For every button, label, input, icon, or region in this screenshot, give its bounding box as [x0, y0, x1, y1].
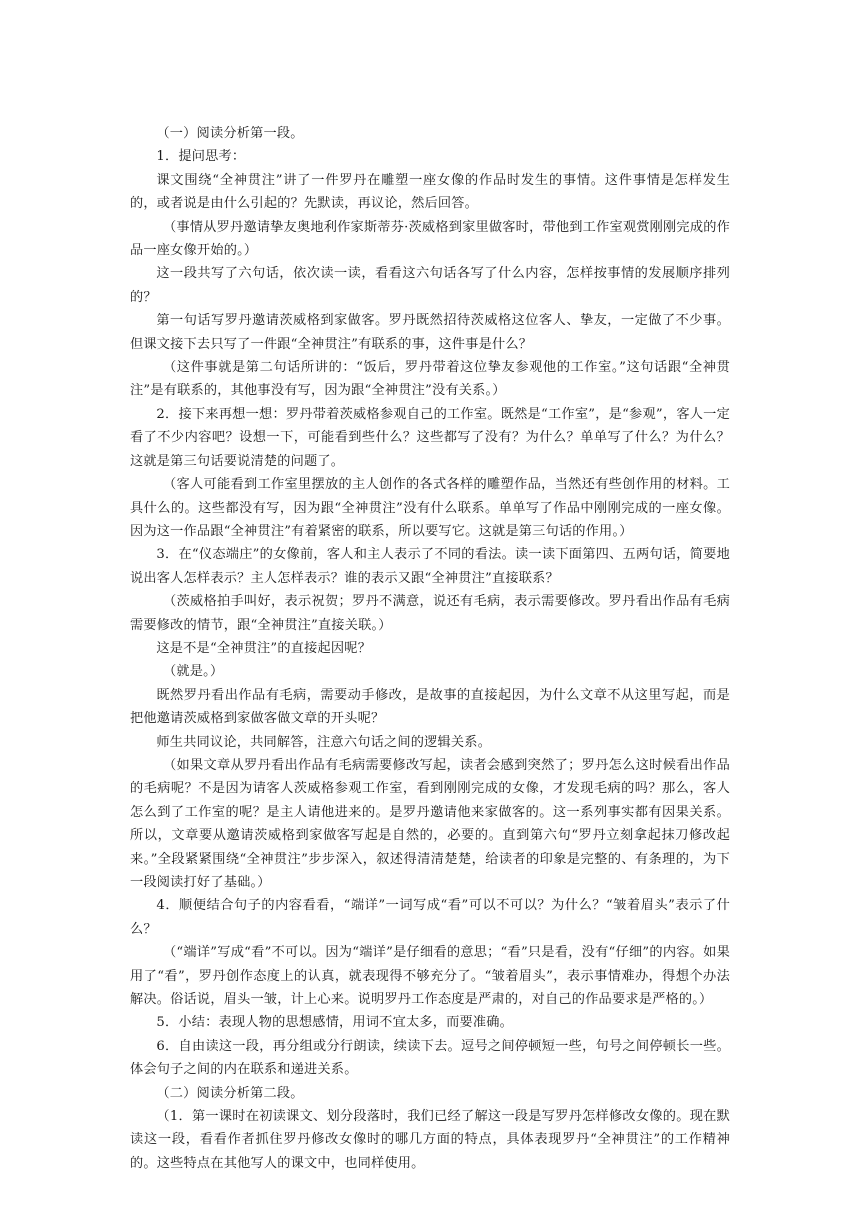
paragraph: 4．顺便结合句子的内容看看，“端详”一词写成“看”可以不可以？为什么？“皱着眉头”表示了什么？ — [130, 898, 730, 937]
paragraph: 3．在“仪态端庄”的女像前，客人和主人表示了不同的看法。读一读下面第四、五两句话，简要地说出客人怎样表示？主人怎样表示？谁的表示又跟“全神贯注”直接联系？ — [130, 547, 730, 586]
paragraph: 5．小结：表现人物的思想感情，用词不宜太多，而要准确。 — [156, 1015, 514, 1031]
section-heading: （二）阅读分析第二段。 — [156, 1085, 304, 1101]
paragraph: 课文围绕“全神贯注”讲了一件罗丹在雕塑一座女像的作品时发生的事情。这件事情是怎样发生的，或者说是由什么引起的？先默读，再议论，然后回答。 — [130, 172, 730, 212]
paragraph: 既然罗丹看出作品有毛病，需要动手修改，是故事的直接起因，为什么文章不从这里写起，而是把他邀请茨威格到家做客做文章的开头呢？ — [130, 687, 730, 727]
answer-paragraph: （事情从罗丹邀请挚友奥地利作家斯蒂芬·茨威格到家里做客时，带他到工作室观赏刚刚完成的作品一座女像开始的。） — [130, 219, 730, 259]
answer-paragraph: （这件事就是第二句话所讲的：“饭后，罗丹带着这位挚友参观他的工作室。”这句话跟“全神贯注”是有联系的，其他事没有写，因为跟“全神贯注”没有关系。） — [130, 360, 730, 399]
answer-paragraph: （茨威格拍手叫好，表示祝贺；罗丹不满意，说还有毛病，表示需要修改。罗丹看出作品有毛病需要修改的情节，跟“全神贯注”直接关联。） — [130, 594, 730, 633]
paragraph: 1．提问思考： — [156, 149, 246, 165]
document-body — [130, 122, 730, 1175]
answer-paragraph: （如果文章从罗丹看出作品有毛病需要修改写起，读者会感到突然了；罗丹怎么这时候看出作品的毛病呢？不是因为请客人茨威格参观工作室，看到刚刚完成的女像，才发现毛病的吗？那么，客人怎么到了工作室的呢？是主人请他进来的。是罗丹邀请他来家做客的。这一系列事实都有因果关系。所以，文章要从邀请茨威格到家做客写起是自然的，必要的。直到第六句“罗丹立刻拿起抹刀修改起来。”全段紧紧围绕“全神贯注”步步深入，叙述得清清楚楚，给读者的印象是完整的、有条理的，为下一段阅读打好了基础。） — [130, 757, 730, 890]
paragraph: 这一段共写了六句话，依次读一读，看看这六句话各写了什么内容，怎样按事情的发展顺序排列的？ — [130, 266, 730, 305]
paragraph: 2．接下来再想一想：罗丹带着茨威格参观自己的工作室。既然是“工作室”，是“参观”，客人一定看了不少内容吧？设想一下，可能看到些什么？这些都写了没有？为什么？单单写了什么？为什么？这就是第三句话要说清楚的问题了。 — [130, 406, 730, 469]
paragraph: 师生共同议论，共同解答，注意六句话之间的逻辑关系。 — [156, 734, 492, 750]
paragraph: 6．自由读这一段，再分组或分行朗读，续读下去。逗号之间停顿短一些，句号之间停顿长一些。体会句子之间的内在联系和递进关系。 — [130, 1038, 730, 1078]
answer-paragraph: （“端详”写成“看”不可以。因为“端详”是仔细看的意思；“看”只是看，没有“仔细”的内容。如果用了“看”，罗丹创作态度上的认真，就表现得不够充分了。“皱着眉头”，表示事情难办，得想个办法解决。俗话说，眉头一皱，计上心来。说明罗丹工作态度是严肃的，对自己的作品要求是严格的。） — [130, 945, 730, 1008]
section-heading: （一）阅读分析第一段。 — [156, 126, 304, 141]
paragraph: （1．第一课时在初读课文、划分段落时，我们已经了解这一段是写罗丹怎样修改女像的。现在默读这一段，看看作者抓住罗丹修改女像时的哪几方面的特点，具体表现罗丹“全神贯注”的工作精神的。这些特点在其他写人的课文中，也同样使用。 — [130, 1109, 730, 1171]
answer-paragraph: （客人可能看到工作室里摆放的主人创作的各式各样的雕塑作品，当然还有些创作用的材料。工具什么的。这些都没有写，因为跟“全神贯注”没有什么联系。单单写了作品中刚刚完成的一座女像。因为这一作品跟“全神贯注”有着紧密的联系，所以要写它。这就是第三句话的作用。） — [130, 477, 730, 539]
paragraph: 这是不是“全神贯注”的直接起因呢？ — [156, 640, 372, 656]
answer-paragraph: （就是。） — [163, 664, 224, 680]
paragraph: 第一句话写罗丹邀请茨威格到家做客。罗丹既然招待茨威格这位客人、挚友，一定做了不少事。但课文接下去只写了一件跟“全神贯注”有联系的事，这件事是什么？ — [130, 313, 730, 352]
